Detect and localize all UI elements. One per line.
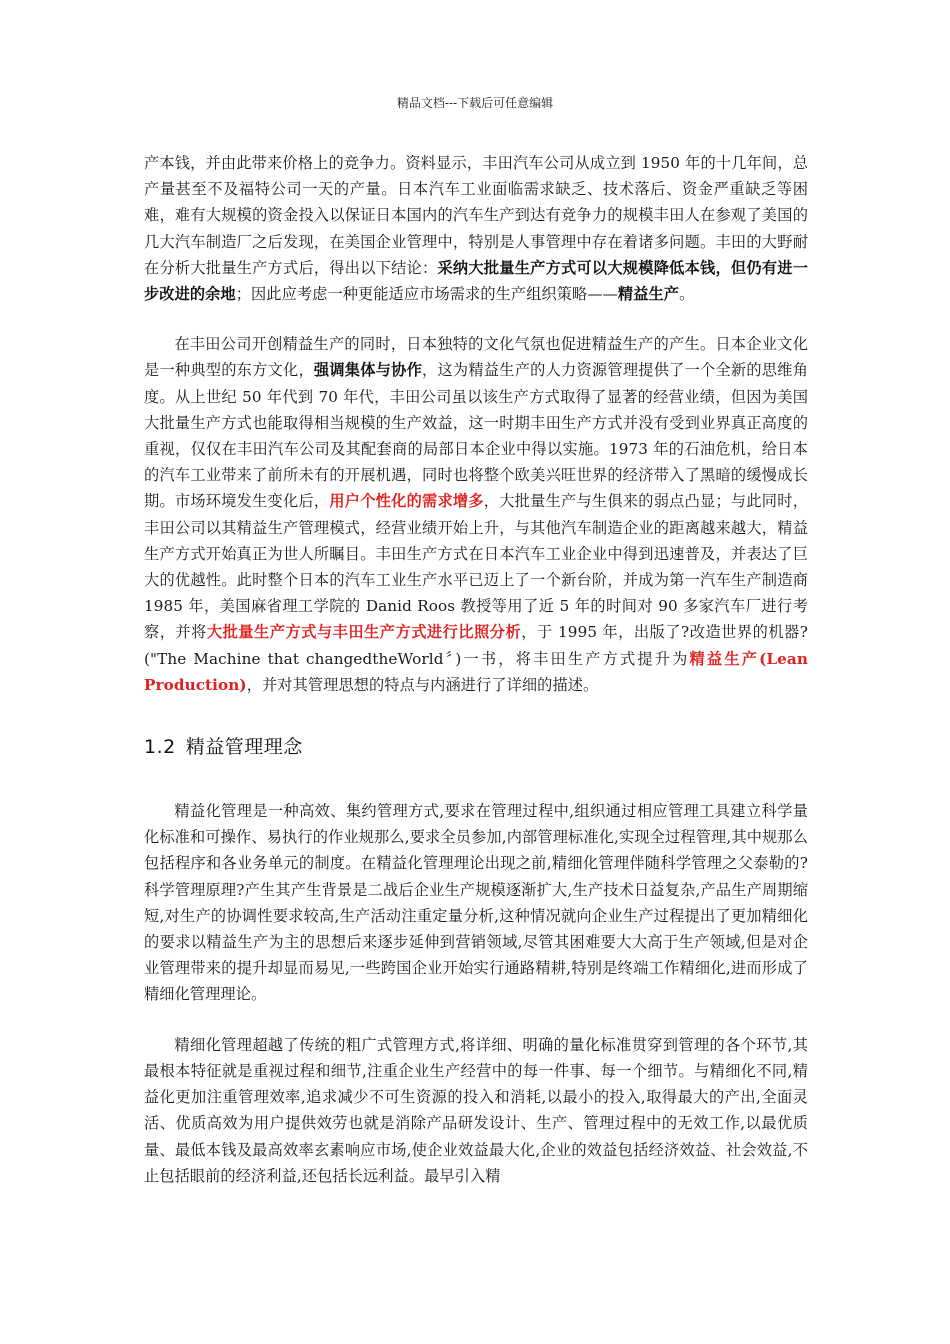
paragraph-1 xyxy=(144,150,808,307)
bold-text: 强调集体与协作 xyxy=(313,361,423,380)
text-run: ；因此应考虑一种更能适应市场需求的生产组织策略—— xyxy=(235,285,618,304)
paragraph-4: 精细化管理超越了传统的粗广式管理方式,将详细、明确的量化标准贯穿到管理的各个环节,其最根本特征就是重视过程和细节,注重企业生产经营中的每一件事、每一个细节。与精细化不同,精益化更加注重管理效率,追求减少不可生资源的投入和消耗,以最小的投入,取得最大的产出,全面灵活、优质高效为用户提供效劳也就是消除产品研发设计、生产、管理过程中的无效工作,以最优质量、最低本钱及最高效率玄素响应市场,使企业效益最大化,企业的效益包括经济效益、社会效益,不止包括眼前的经济利益,还包括长远利益。最早引入精 xyxy=(144,1035,808,1185)
section-heading xyxy=(144,732,808,762)
bold-text: 采纳大批量生产方式可以大规模降低本钱，但仍有进一步改进的余地 xyxy=(144,258,808,304)
text-run: ，这为精益生产的人力资源管理提供了一个全新的思维角度。从上世纪 50 年代到 70 年代，丰田公司虽以该生产方式取得了显著的经营业绩，但因为美国大批量生产方式也能取得相当规模的生产效益，这一时期丰田生产方式并没有受到业界真正高度的重视，仅仅在丰田汽车公司及其配套商的局部日本企业中得以实施。1973 年的石油危机，给日本的汽车工业带来了前所未有的开展机遇，同时也将整个欧美兴旺世界的经济带入了黑暗的缓慢成长期。市场环境发生变化后， xyxy=(144,361,809,511)
section-title: 精益管理理念 xyxy=(185,736,303,759)
highlight-text: 用户个性化的需求增多 xyxy=(329,492,484,511)
text-run: 产本钱，并由此带来价格上的竞争力。资料显示，丰田汽车公司从成立到 1950 年的十几年间，总产量甚至不及福特公司一天的产量。日本汽车工业面临需求缺乏、技术落后、资金严重缺乏等困难，难有大规模的资金投入以保证日本国内的汽车生产到达有竞争力的规模丰田人在参观了美国的几大汽车制造厂之后发现，在美国企业管理中，特别是人事管理中存在着诸多问题。丰田的大野耐在分析大批量生产方式后，得出以下结论： xyxy=(144,154,808,277)
text-run: ，大批量生产与生俱来的弱点凸显；与此同时，丰田公司以其精益生产管理模式，经营业绩开始上升，与其他汽车制造企业的距离越来越大，精益生产方式开始真正为世人所瞩目。丰田生产方式在日本汽车工业企业中得到迅速普及，并表达了巨大的优越性。此时整个日本的汽车工业生产水平已迈上了一个新台阶，并成为第一汽车生产制造商 1985 年，美国麻省理工学院的 Danid Roos 教授等用了近 5 年的时间对 90 多家汽车厂进行考察，并将 xyxy=(144,492,808,642)
text-run: 在丰田公司开创精益生产的同时，日本独特的文化气氛也促进精益生产的产生。日本企业文化是一种典型的东方文化， xyxy=(144,335,808,380)
paragraph-2 xyxy=(144,331,808,698)
spacer xyxy=(144,1008,808,1032)
text-run: 。 xyxy=(679,285,695,304)
page-header: 精品文档---下载后可任意编辑 xyxy=(396,96,554,110)
spacer xyxy=(144,698,808,732)
spacer xyxy=(144,307,808,331)
bold-text: 精益生产 xyxy=(617,285,680,304)
text-run: ，于 1995 年，出版了?改造世界的机器?("The Machine that changedtheWorld〞)一书，将丰田生产方式提升为 xyxy=(144,623,808,668)
spacer xyxy=(144,762,808,798)
text-run: ，并对其管理思想的特点与内涵进行了详细的描述。 xyxy=(246,675,599,694)
section-number: 1.2 xyxy=(144,736,176,759)
highlight-text: 大批量生产方式与丰田生产方式进行比照分析 xyxy=(206,623,522,642)
highlight-text: 精益生产(Lean Production) xyxy=(144,649,808,694)
paragraph-3: 精益化管理是一种高效、集约管理方式,要求在管理过程中,组织通过相应管理工具建立科学量化标准和可操作、易执行的作业规那么,要求全员参加,内部管理标准化,实现全过程管理,其中规那么包括程序和各业务单元的制度。在精益化管理理论出现之前,精细化管理伴随科学管理之父泰勒的?科学管理原理?产生其产生背景是二战后企业生产规模逐渐扩大,生产技术日益复杂,产品生产周期缩短,对生产的协调性要求较高,生产活动注重定量分析,这种情况就向企业生产过程提出了更加精细化的要求以精益生产为主的思想后来逐步延伸到营销领域,尽管其困难要大大高于生产领域,但是对企业管理带来的提升却显而易见,一些跨国企业开始实行通路精耕,特别是终端工作精细化,进而形成了精细化管理理论。 xyxy=(144,802,808,1004)
document-body xyxy=(144,150,808,1189)
